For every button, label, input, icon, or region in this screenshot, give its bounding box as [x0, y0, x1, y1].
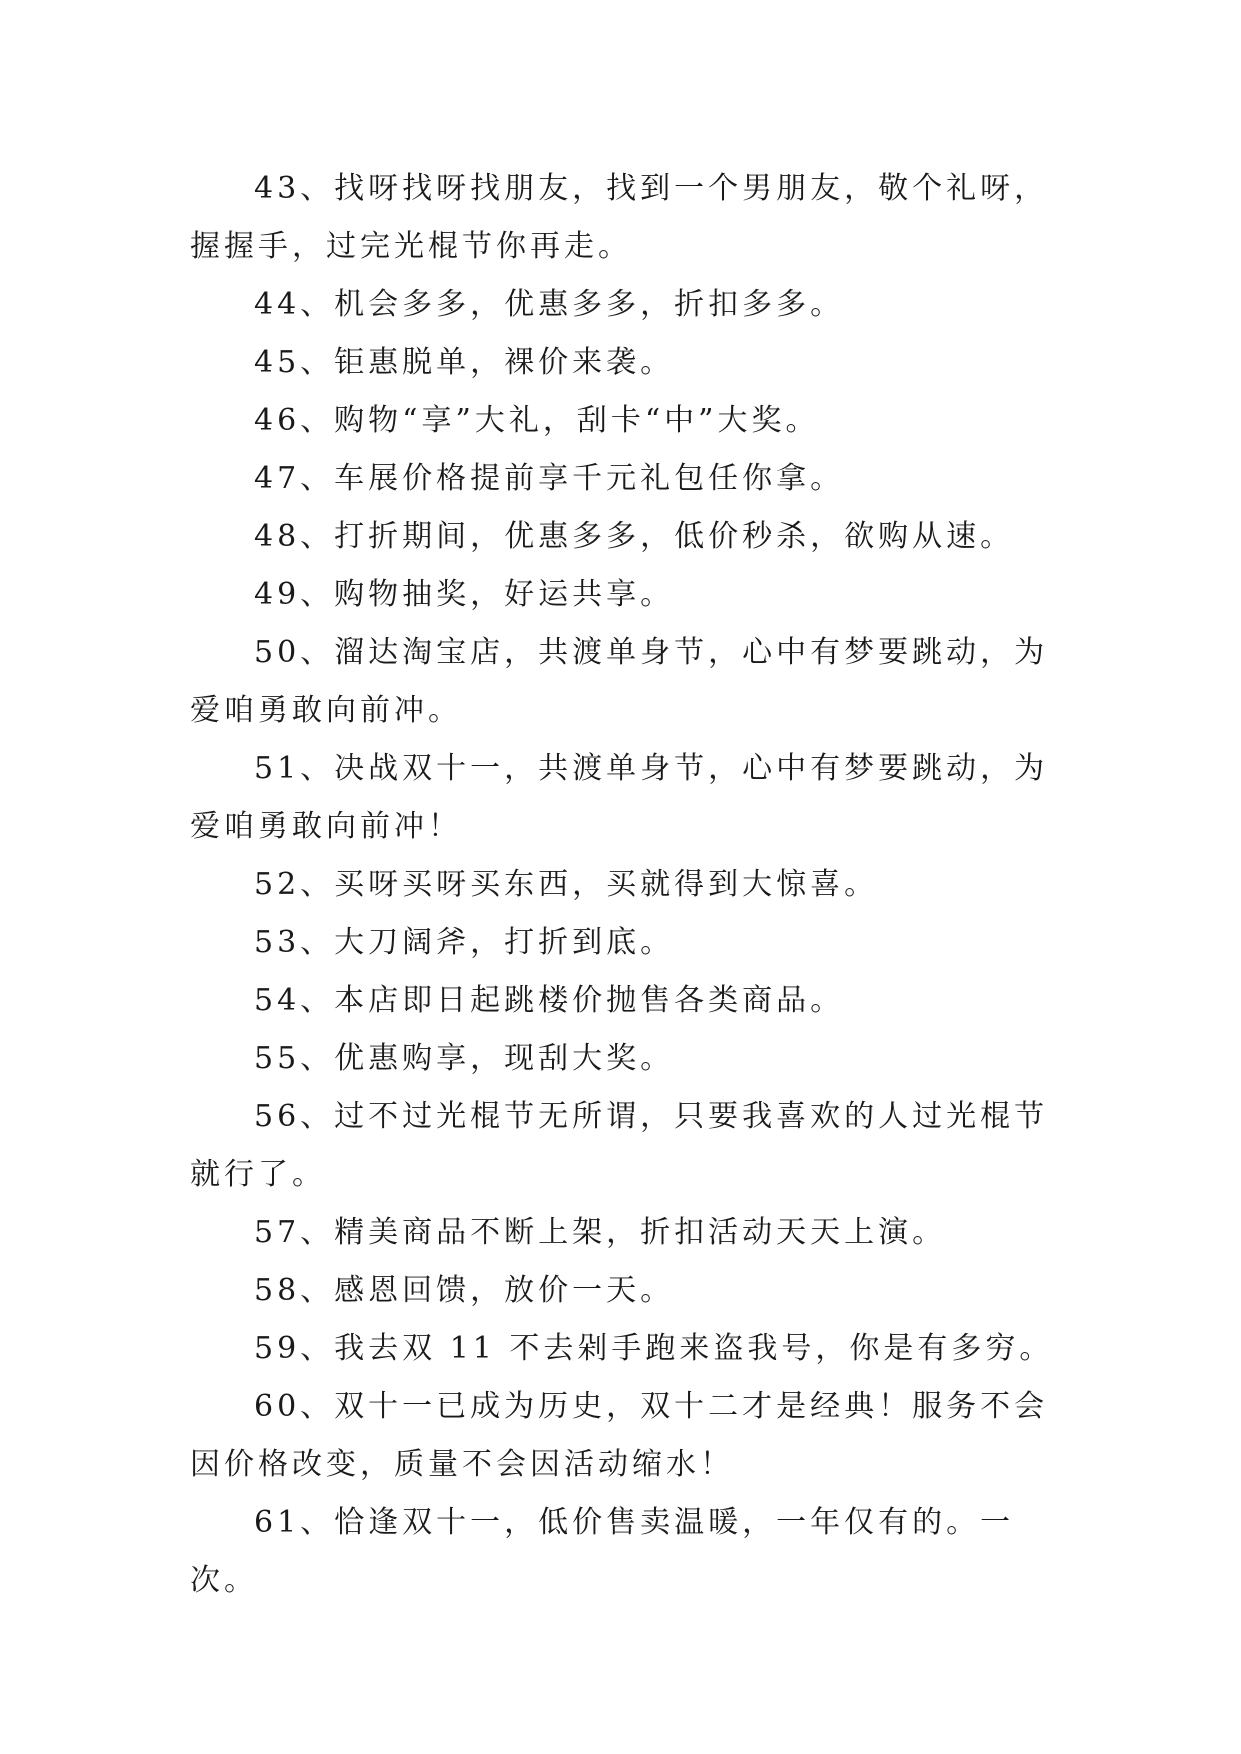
paragraph-57: 57、精美商品不断上架，折扣活动天天上演。	[254, 1215, 947, 1250]
paragraph-48: 48、打折期间，优惠多多，低价秒杀，欲购从速。	[254, 519, 1015, 554]
paragraph-58: 58、感恩回馈，放价一天。	[254, 1273, 675, 1308]
paragraph-47: 47、车展价格提前享千元礼包任你拿。	[254, 461, 845, 496]
paragraph-53: 53、大刀阔斧，打折到底。	[254, 925, 675, 960]
paragraph-56: 56、过不过光棍节无所谓，只要我喜欢的人过光棍节就行了。	[190, 1099, 1049, 1192]
paragraph-49: 49、购物抽奖，好运共享。	[254, 577, 675, 612]
paragraph-59: 59、我去双 11 不去剁手跑来盗我号，你是有多穷。	[254, 1331, 1054, 1366]
paragraph-51: 51、决战双十一，共渡单身节，心中有梦要跳动，为爱咱勇敢向前冲！	[190, 751, 1049, 844]
paragraph-60: 60、双十一已成为历史，双十二才是经典！服务不会因价格改变，质量不会因活动缩水！	[190, 1389, 1049, 1482]
document-body	[190, 160, 1060, 1610]
paragraph-52: 52、买呀买呀买东西，买就得到大惊喜。	[254, 867, 879, 902]
paragraph-46: 46、购物“享”大礼，刮卡“中”大奖。	[254, 403, 820, 438]
paragraph-54: 54、本店即日起跳楼价抛售各类商品。	[254, 983, 845, 1018]
paragraph-44: 44、机会多多，优惠多多，折扣多多。	[254, 287, 845, 322]
paragraph-50: 50、溜达淘宝店，共渡单身节，心中有梦要跳动，为爱咱勇敢向前冲。	[190, 635, 1049, 728]
paragraph-43: 43、找呀找呀找朋友，找到一个男朋友，敬个礼呀，握握手，过完光棍节你再走。	[190, 171, 1049, 264]
paragraph-55: 55、优惠购享，现刮大奖。	[254, 1041, 675, 1076]
paragraph-61: 61、恰逢双十一，低价售卖温暖，一年仅有的。一次。	[190, 1505, 1015, 1598]
paragraph-45: 45、钜惠脱单，裸价来袭。	[254, 345, 675, 380]
